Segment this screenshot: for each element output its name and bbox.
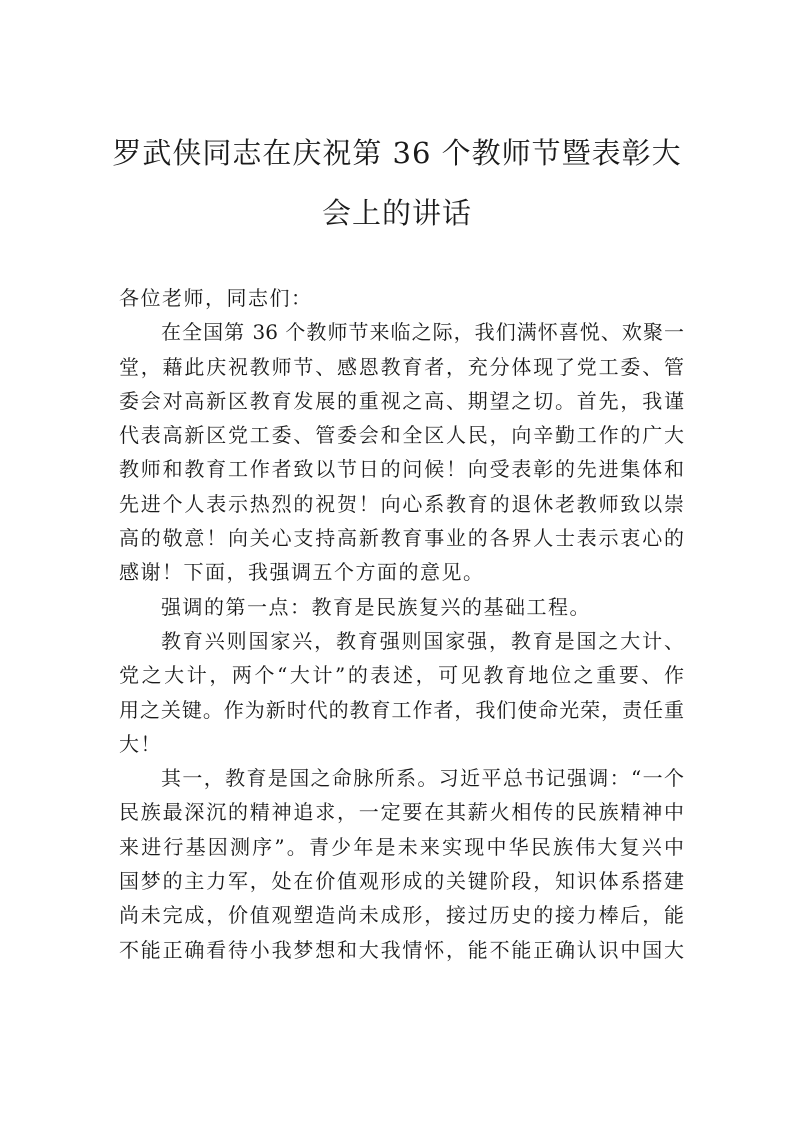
document-title-line-1: 罗武侠同志在庆祝第 36 个教师节暨表彰大 [112,136,682,170]
paragraph-line: 党之大计，两个“大计”的表述，可见教育地位之重要、作 [119,663,684,688]
paragraph-line: 尚未完成，价值观塑造尚未成形，接过历史的接力棒后，能 [119,903,684,928]
paragraph-line: 高的敬意！向关心支持高新教育事业的各界人士表示衷心的 [119,526,684,551]
paragraph-line: 来进行基因测序”。青少年是未来实现中华民族伟大复兴中 [119,834,684,859]
document-body [119,281,684,967]
paragraph-line: 先进个人表示热烈的祝贺！向心系教育的退休老教师致以崇 [119,491,684,516]
paragraph-line: 不能正确看待小我梦想和大我情怀，能不能正确认识中国大 [119,937,684,962]
section-heading: 强调的第一点：教育是民族复兴的基础工程。 [161,594,591,619]
paragraph-line: 教育兴则国家兴，教育强则国家强，教育是国之大计、 [161,628,684,653]
paragraph-line: 堂，藉此庆祝教师节、感恩教育者，充分体现了党工委、管 [119,354,684,379]
paragraph-line: 教师和教育工作者致以节日的问候！向受表彰的先进集体和 [119,457,684,482]
paragraph-line: 感谢！下面，我强调五个方面的意见。 [119,560,485,585]
paragraph-line: 用之关键。作为新时代的教育工作者，我们使命光荣，责任重 [119,697,684,722]
paragraph-line: 代表高新区党工委、管委会和全区人民，向辛勤工作的广大 [119,423,684,448]
paragraph-line: 大！ [119,731,162,756]
paragraph-line: 委会对高新区教育发展的重视之高、期望之切。首先，我谨 [119,388,684,413]
document-title-line-2: 会上的讲话 [321,196,472,230]
paragraph-line: 国梦的主力军，处在价值观形成的关键阶段，知识体系搭建 [119,869,684,894]
paragraph-line: 民族最深沉的精神追求，一定要在其薪火相传的民族精神中 [119,800,684,825]
paragraph-line: 在全国第 36 个教师节来临之际，我们满怀喜悦、欢聚一 [161,320,684,345]
paragraph-line: 其一，教育是国之命脉所系。习近平总书记强调：“一个 [161,766,684,791]
salutation: 各位老师，同志们： [119,286,313,310]
